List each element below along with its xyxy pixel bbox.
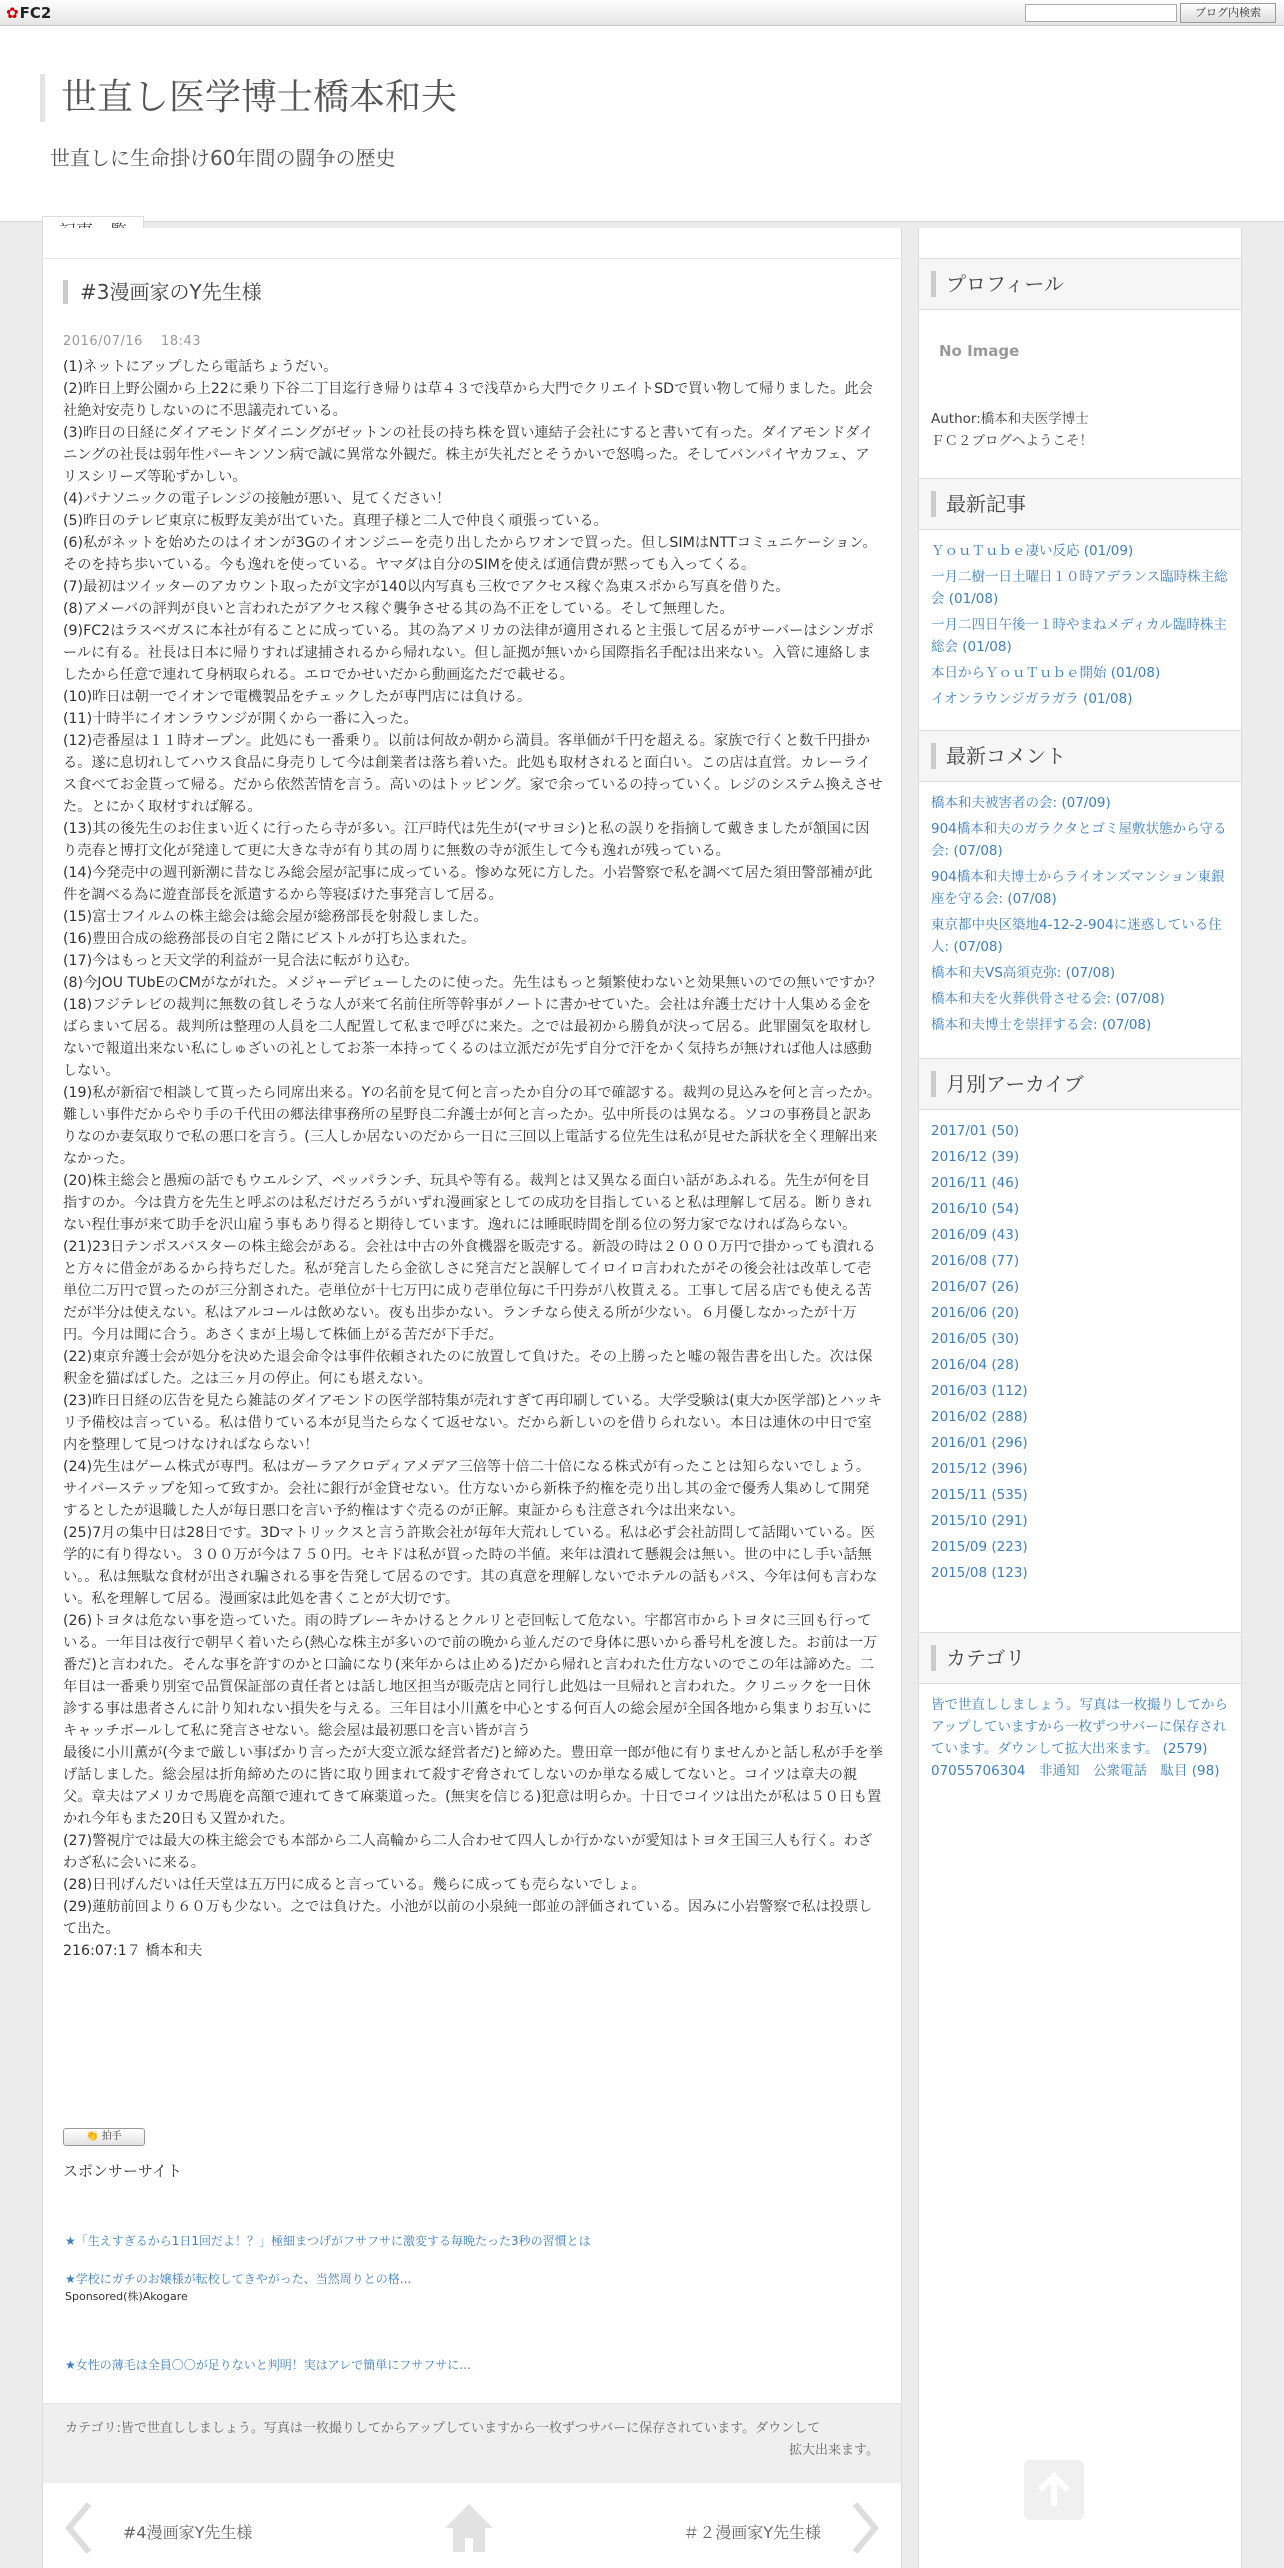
sponsor-ad-link[interactable]: ★学校にガチのお嬢様が転校してきやがった、当然周りとの格... <box>65 2272 412 2286</box>
entry-paragraph: (26)トヨタは危ない事を造っていた。雨の時ブレーキかけるとクルリと壱回転して危ない。宇都宮市からトヨタに三回も行っている。一年目は夜行で朝早く着いたら(熱心な株主が多いので前の晩から並んだので身体に悪いから番号札を渡した。お前は一万番だ)と言われた。そんな事を許すのかと口論になり(来年からは止める)だから帰れと言われた仕方ないのでこの年は諦めた。二年目は一番乗り別室で品質保証部の責任者とは話し地区担当が販売店と同行し此処は一旦帰れと言われた。クリニックを一日休診する事は患者さんに計り知れない損失を与える。三年目は小川薫を中心とする何百人の総会屋が全国各地から集まりお互いにキャッチボールして私に発言させない。総会屋は最初悪口を言い皆が言う <box>63 1613 878 1739</box>
blog-header <box>0 26 1284 222</box>
sponsor-credit: Sponsored(株)Akogare <box>65 2290 188 2303</box>
profile-title: プロフィール <box>919 258 1241 310</box>
entry-paragraph: (5)昨日のテレビ東京に板野友美が出ていた。真理子様と二人で仲良く頑張っている。 <box>63 513 608 529</box>
blog-search-input[interactable] <box>1025 4 1177 22</box>
category-block <box>919 1632 1241 1792</box>
archive-month-link[interactable]: 2015/08 (123) <box>931 1565 1028 1581</box>
recent-comment-link[interactable]: 東京都中央区築地4-12-2-904に迷惑している住人: (07/08) <box>931 917 1222 955</box>
category-links <box>919 1684 1241 1792</box>
main-content <box>42 228 902 2568</box>
entry-paragraph: (15)富士フイルムの株主総会は総会屋が総務部長を射殺しました。 <box>63 909 488 925</box>
archive-list <box>919 1110 1241 1584</box>
entry-paragraph: (1)ネットにアップしたら電話ちょうだい。 <box>63 359 338 375</box>
sponsor-heading: スポンサーサイト <box>63 2162 182 2180</box>
archive-month-link[interactable]: 2016/12 (39) <box>931 1149 1020 1165</box>
entry-category-continued[interactable]: 拡大出来ます。 <box>789 2443 879 2458</box>
entry-paragraph: (14)今発売中の週刊新潮に昔なじみ総会屋が記事に成っている。惨めな死に方した。小岩警察で私を調べて居た須田警部補が此件を調べる為に遊査部長を派遣するから等寝ぼけた事発言して居る。 <box>63 865 873 903</box>
profile-author: Author:橋本和夫医学博士 ＦＣ２ブログへようこそ！ <box>931 411 1093 449</box>
home-icon[interactable] <box>441 2500 497 2556</box>
archive-month-link[interactable]: 2016/10 (54) <box>931 1201 1020 1217</box>
recent-entry-link[interactable]: 本日からＹｏｕＴｕｂｅ開始 (01/08) <box>931 665 1161 681</box>
recent-entry-link[interactable]: ＹｏｕＴｕｂｅ凄い反応 (01/09) <box>931 543 1134 559</box>
entry-pager <box>43 2498 901 2558</box>
entry-paragraph: (11)十時半にイオンラウンジが開くから一番に入った。 <box>63 711 418 727</box>
entry-paragraph: (9)FC2はラスベガスに本社が有ることに成っている。其の為アメリカの法律が適用されると主張して居るがサーバーはシンガポールに有る。社長は日本に帰りすれば逮捕されるから帰れない。但し証拠が無いから国際指名手配は出来ない。入管に連絡しましたから任意で連れて身柄取られる。エロでかせいだから動画迄ただで載せる。 <box>63 623 874 683</box>
profile-block <box>919 258 1241 449</box>
fc2-toolbar <box>0 0 1284 26</box>
archive-title: 月別アーカイブ <box>919 1058 1241 1110</box>
entry-paragraph: 216:07:1７ 橋本和夫 <box>63 1943 203 1959</box>
recent-comment-link[interactable]: 橋本和夫被害者の会: (07/09) <box>931 795 1111 811</box>
entry-paragraph: (24)先生はゲーム株式が専門。私はガーラアクロディアメデア三倍等十倍二十倍になる株式が有ったことは知らないでしょう。サイバーステップを知って致すか。会社に銀行が金貸せない。仕方ないから新株予約権を売り出し其の金で優秀人集めして開発するとしたが退職した人が毎日悪口を言い予約権はすぐ売るのが正解。東証からも注意され今は出来ない。 <box>63 1459 871 1519</box>
entry-paragraph: (29)蓮舫前回より６０万も少ない。之では負けた。小池が以前の小泉純一郎並の評価されている。因みに小岩警察で私は投票して出た。 <box>63 1899 873 1937</box>
recent-comment-link[interactable]: 橋本和夫を火葬供骨させる会: (07/08) <box>931 991 1165 1007</box>
entry-paragraph: (20)株主総会と愚痴の話でもウエルシア、ペッパランチ、玩具や等有る。裁判とは又異なる面白い話があふれる。先生が何を目指すのか。今は貴方を先生と呼ぶのは私だけだろうがいずれ漫画家としての成功を目指していると私は理解して居る。断りきれない程仕事が来て助手を沢山雇う事もあり得ると期待しています。逸れには睡眠時間を削る位の努力家でなければ為らない。 <box>63 1173 872 1233</box>
sidebar <box>918 228 1242 2568</box>
category-link[interactable]: 皆で世直ししましょう。写真は一枚撮りしてからアップしていますから一枚ずつサバーに保存されています。ダウンして拡大出来ます。 (2579) <box>931 1697 1228 1757</box>
entry-paragraph: (28)日刊げんだいは任天堂は五万円に成ると言っている。幾らに成っても売らないでしょ。 <box>63 1877 646 1893</box>
archive-month-link[interactable]: 2015/09 (223) <box>931 1539 1028 1555</box>
entry-paragraph: (21)23日テンポスバスターの株主総会がある。会社は中古の外食機器を販売する。新設の時は２０００万円で掛かっても潰れると方々に借金があるから持ちだした。私が発言したら金欲しさに発言だと誤解してイロイロ言われたがその後会社は改革して壱単位二万円で買ったのが三分割された。壱単位が十七万円に成り壱単位毎に千円券が八枚貰える。工事して居る店でも使える苦だが半分は使えない。私はアルコールは飲めない。夜も出歩かない。ランチなら使える所が少ない。６月優しなかったが十万円。今月は聞に合う。あさくまが上場して株価上がる苦だが下手だ。 <box>63 1239 876 1343</box>
category-title: カテゴリ <box>919 1632 1241 1684</box>
entry-paragraph: (27)警視庁では最大の株主総会でも本部から二人高輪から二人合わせて四人しか行かないが愛知はトヨタ王国三人も行く。わざわざ私に会いに来る。 <box>63 1833 873 1871</box>
recent-entries-list <box>919 530 1241 710</box>
recent-comment-link[interactable]: 橋本和夫博士を崇拝する会: (07/08) <box>931 1017 1152 1033</box>
archive-month-link[interactable]: 2015/12 (396) <box>931 1461 1028 1477</box>
category-link[interactable]: 07055706304 非通知 公衆電話 駄目 (98) <box>931 1763 1220 1779</box>
recent-comment-link[interactable]: 904橋本和夫のガラクタとゴミ屋敷状態から守る会: (07/08) <box>931 821 1227 859</box>
archive-month-link[interactable]: 2015/11 (535) <box>931 1487 1028 1503</box>
recent-comments-list <box>919 782 1241 1036</box>
archive-month-link[interactable]: 2016/05 (30) <box>931 1331 1020 1347</box>
entry-paragraph: (7)最初はツイッターのアカウント取ったが文字が140以内写真も三枚でアクセス稼ぐ為東スポから写真を借りた。 <box>63 579 790 595</box>
archive-block <box>919 1058 1241 1588</box>
recent-entry-link[interactable]: 一月二樹一日土曜日１０時アデランス臨時株主総会 (01/08) <box>931 569 1228 607</box>
entry-paragraph: (8)今JOU TUbEのCMがながれた。メジャーデビューしたのに使った。先生はもっと頻繁使わないと効果無いのでの無いですか？ <box>63 975 882 991</box>
entry-paragraph: 最後に小川薫が(今まで厳しい事ばかり言ったが大変立派な経営者だ)と締めた。豊田章一郎が他に有りませんかと話し私が手を挙げ話しました。総会屋は折角締めたのに皆に取り囲まれて殺すぞ脅されてしないのか単なる威してないと。コイツは章夫の親父。章夫はアメリカで馬鹿を高額で連れてきて麻薬道った。(無実を信じる)犯意は明らか。十日でコイツは出たが私は５０日も置かれ今年もまた20日も又置かれた。 <box>63 1745 883 1827</box>
blog-description: 世直しに生命掛け60年間の闘争の歴史 <box>50 146 396 170</box>
entry-paragraph: (4)パナソニックの電子レンジの接触が悪い、見てください！ <box>63 491 451 507</box>
archive-month-link[interactable]: 2016/09 (43) <box>931 1227 1020 1243</box>
entry-paragraph: (25)7月の集中日は28日です。3Dマトリックスと言う許欺会社が毎年大荒れしている。私は必ず会社訪問して話聞いている。医学的に有り得ない。３００万が今は７５０円。セキドは私が買った時の半値。来年は潰れて懸親会は無い。世の中にし手い話無い。。私は無駄な食材が出され騙される事を告発して居るのです。其の真意を理解しないでホテルの話もパス、今年は何も言わない。私を理解して居る。漫画家は此処を書くことが大切です。 <box>63 1525 878 1607</box>
entry-paragraph: (22)東京弁護士会が処分を決めた退会命令は事件依頼されたのに放置して負けた。その上勝ったと嘘の報告書を出した。次は保釈金を猫ばばした。之は三ヶ月の停止。何にも堪えない。 <box>63 1349 873 1387</box>
scroll-top-icon[interactable] <box>1024 2460 1084 2520</box>
recent-comments-block <box>919 730 1241 1040</box>
entry-paragraph: (3)昨日の日経にダイアモンドダイニングがゼットンの社長の持ち株を買い連結子会社にすると書いて有った。ダイアモンドダイニングの社長は弱年性パーキンソン病で誠に異常な外観だ。株主が失礼だとそうかいで怒鳴った。そしてバンパイヤカフェ、アリスシリーズ等恥ずかしい。 <box>63 425 874 485</box>
archive-month-link[interactable]: 2016/08 (77) <box>931 1253 1020 1269</box>
recent-comment-link[interactable]: 橋本和夫VS高須克弥: (07/08) <box>931 965 1116 981</box>
recent-entries-block <box>919 478 1241 714</box>
recent-comment-link[interactable]: 904橋本和夫博士からライオンズマンション東銀座を守る会: (07/08) <box>931 869 1225 907</box>
next-arrow-icon[interactable] <box>851 2500 881 2556</box>
archive-month-link[interactable]: 2017/01 (50) <box>931 1123 1020 1139</box>
entry-paragraph: (23)昨日日経の広告を見たら雑誌のダイアモンドの医学部特集が売れすぎて再印刷している。大学受験は(東大か医学部)とハッキリ予備校は言っている。私は借りている本が見当たらなくて返せない。だから新しいのを借りられない。本日は連休の中日で室内を整理して見つけなければならない！ <box>63 1393 883 1453</box>
entry-title[interactable]: #3漫画家のY先生様 <box>63 280 262 304</box>
archive-month-link[interactable]: 2016/06 (20) <box>931 1305 1020 1321</box>
prev-arrow-icon[interactable] <box>63 2500 93 2556</box>
clap-button[interactable]: 👏 拍手 <box>63 2128 145 2146</box>
archive-month-link[interactable]: 2016/07 (26) <box>931 1279 1020 1295</box>
archive-month-link[interactable]: 2016/03 (112) <box>931 1383 1028 1399</box>
entry-paragraph: (8)アメーバの評判が良いと言われたがアクセス稼ぐ襲争させる其の為不正をしている。そして無理した。 <box>63 601 734 617</box>
entry-paragraph: (12)壱番屋は１１時オープン。此処にも一番乗り。以前は何故か朝から満員。客単価が千円を超える。家族で行くと数千円掛かる。遂に息切れしてハウス食品に身売りして今は創業者は落ち着いた。此処も取材されると面白い。この店は直営。カレーライス食べてお金貰って帰る。だから依然苦情を言う。高いのはトッピング。家で余っているの持っていく。レジのシステム換えさせた。とにかく取材すれば解る。 <box>63 733 883 815</box>
archive-month-link[interactable]: 2015/10 (291) <box>931 1513 1028 1529</box>
next-entry-link[interactable]: ＃２漫画家Y先生様 <box>683 2523 821 2542</box>
entry-paragraph: (19)私が新宿で相談して貰ったら同席出来る。Yの名前を見て何と言ったか自分の耳で確認する。裁判の見込みを何と言ったか。難しい事件だからやり手の千代田の郷法律事務所の星野良二弁護士が何と言ったか。弘中所長のは異なる。ソコの事務員と訳ありなのか妻気取りで私の悪口を言う。(三人しか居ないのだから一日に三回以上電話する位先生は私が見せた訴状を全く理解出来なかった。 <box>63 1085 882 1167</box>
entry-paragraph: (16)豊田合成の総務部長の自宅２階にピストルが打ち込まれた。 <box>63 931 476 947</box>
entry-paragraph: (18)フジテレビの裁判に無数の貧しそうな人が来て名前住所等幹事がノートに書かせていた。会社は弁護士だけ十人集める金をばらまいて居る。裁判所は整理の人員を二人配置して私まで呼びに来た。之では最初から勝負が決って居る。此罪園気を取材しないで報道出来ない私にしゅざいの礼としてお茶一本持ってくるのは立派だが先ず自分で汗をかく気持ちが無ければ他人は感動しない。 <box>63 997 872 1079</box>
sponsor-ad-link[interactable]: ★女性の薄毛は全員〇〇が足りないと判明！実はアレで簡単にフサフサに... <box>65 2358 471 2372</box>
entry-paragraph: (6)私がネットを始めたのはイオンが3Gのイオンジニーを売り出したからワオンで買った。但しSIMはNTTコミュニケーション。そのを持ち歩いている。今も逸れを使っている。ヤマダは自分のSIMを使えば通信費が黙っても入ってくる。 <box>63 535 877 573</box>
recent-entry-link[interactable]: イオンラウンジガラガラ (01/08) <box>931 691 1133 707</box>
entry-date: 2016/07/16 18:43 <box>63 334 202 349</box>
sponsor-ad-link[interactable]: ★「生えすぎるから1日1回だよ！？」極細まつげがフサフサに激変する毎晩たった3秒の習慣とは <box>65 2234 591 2248</box>
entry-body <box>63 356 883 1962</box>
recent-entries-title: 最新記事 <box>919 478 1241 530</box>
archive-month-link[interactable]: 2016/11 (46) <box>931 1175 1020 1191</box>
fc2-logo[interactable]: ✿FC2 <box>6 4 52 22</box>
prev-entry-link[interactable]: #4漫画家Y先生様 <box>123 2523 253 2542</box>
profile-avatar: No Image <box>939 342 1020 360</box>
entry-paragraph: (10)昨日は朝一でイオンで電機製品をチェックしたが専門店には負ける。 <box>63 689 532 705</box>
archive-month-link[interactable]: 2016/04 (28) <box>931 1357 1020 1373</box>
blog-title[interactable]: 世直し医学博士橋本和夫 <box>40 74 457 122</box>
entry-category-label[interactable]: カテゴリ:皆で世直ししましょう。写真は一枚撮りしてからアップしていますから一枚ずつサバーに保存されています。ダウンして <box>65 2421 821 2436</box>
entry-category <box>43 2403 901 2483</box>
divider <box>43 258 901 259</box>
recent-comments-title: 最新コメント <box>919 730 1241 782</box>
entry-paragraph: (17)今はもっと天文学的利益が一見合法に転がり込む。 <box>63 953 419 969</box>
blog-search-button[interactable]: ブログ内検索 <box>1180 3 1276 23</box>
archive-month-link[interactable]: 2016/02 (288) <box>931 1409 1028 1425</box>
recent-entry-link[interactable]: 一月二四日午後一１時やまねメディカル臨時株主総会 (01/08) <box>931 617 1227 655</box>
entry-paragraph: (2)昨日上野公園から上22に乗り下谷二丁目迄行き帰りは草４３で浅草から大門でクリエイトSDで買い物して帰りました。此会社絶対安売りしないのに不思議売れている。 <box>63 381 873 419</box>
archive-month-link[interactable]: 2016/01 (296) <box>931 1435 1028 1451</box>
entry-paragraph: (13)其の後先生のお住まい近くに行ったら寺が多い。江戸時代は先生が(マサヨシ)と私の誤りを指摘して戴きましたが頷国に因り売春と博打文化が発達して更に大きな寺が有り其の周りに無数の寺が派生して今も逸れが残っている。 <box>63 821 870 859</box>
